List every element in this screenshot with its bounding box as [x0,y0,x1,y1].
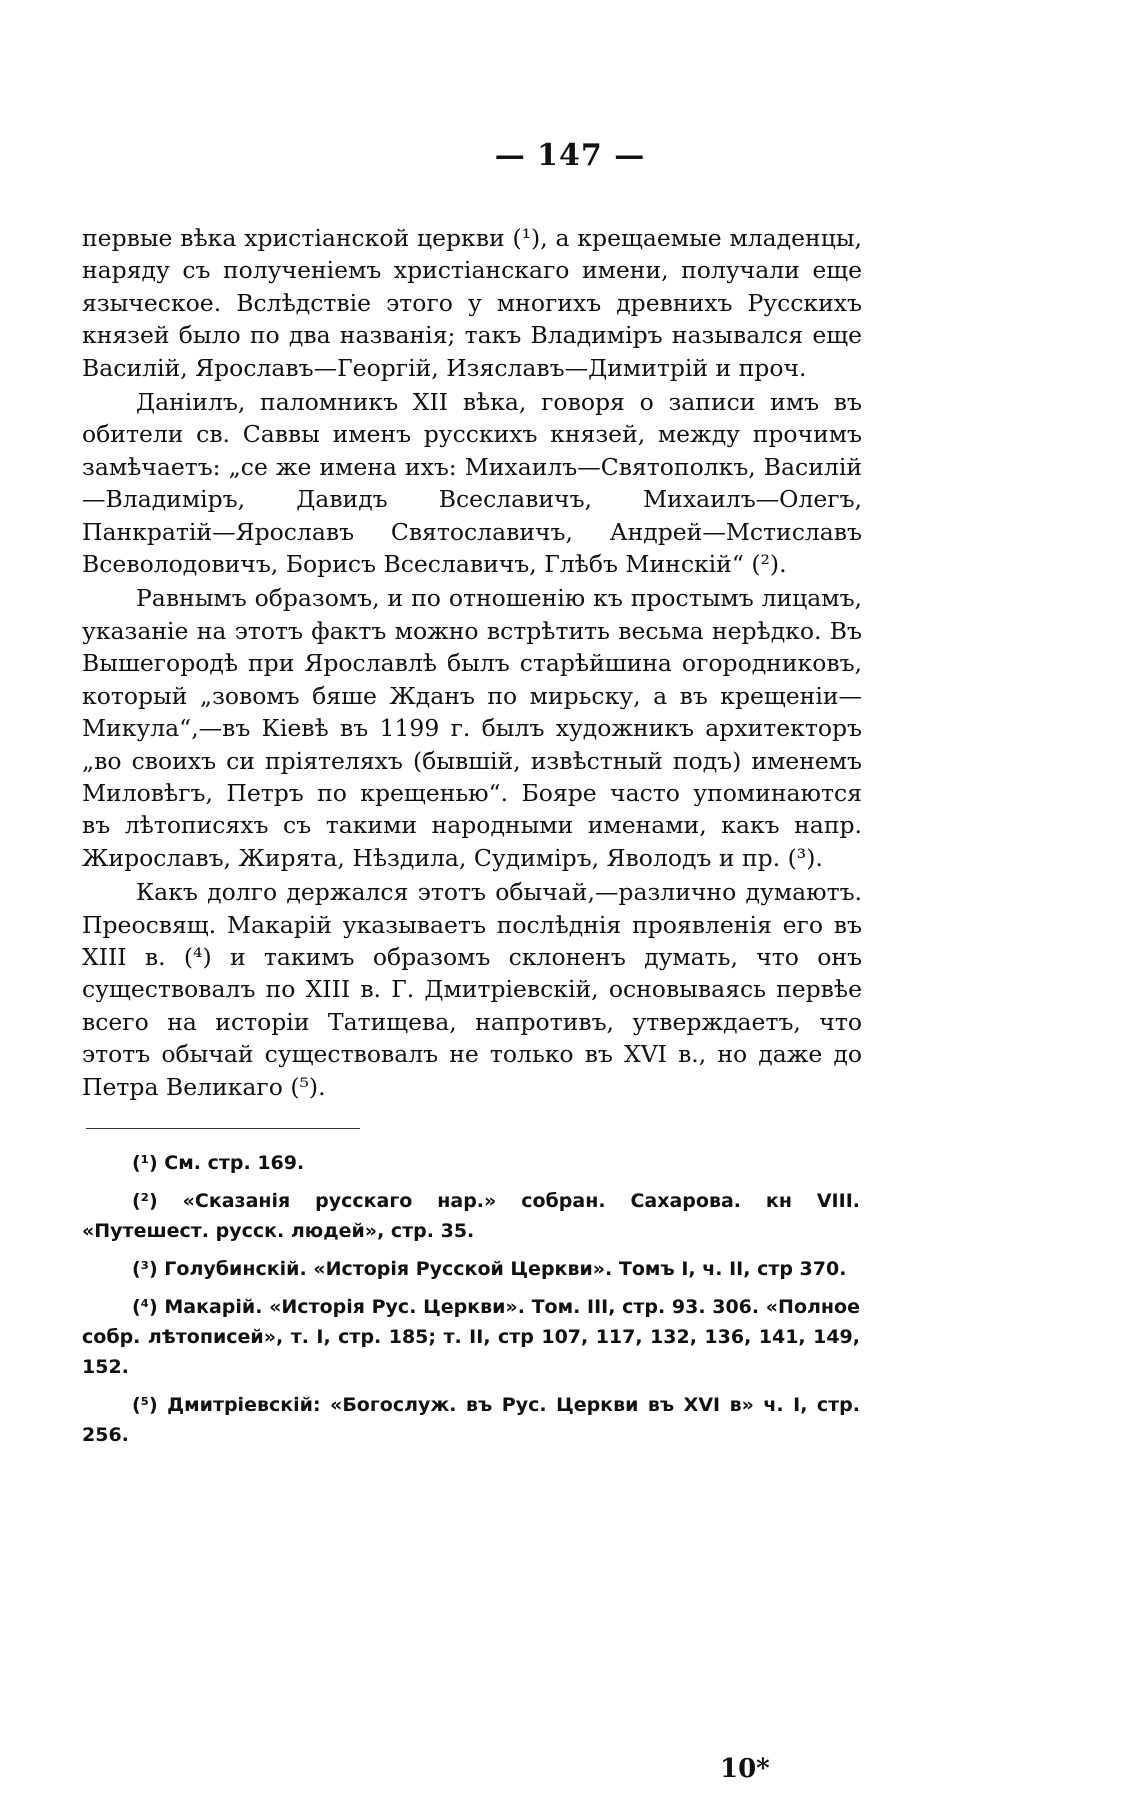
paragraph-1: первые вѣка христіанской церкви (¹), а крещаемые младенцы, наряду съ полученіемъ христіанскаго имени, получали еще языческое. Вслѣдствіе этого у многихъ древнихъ Русскихъ князей было по два названія; такъ Владиміръ назывался еще Василій, Ярославъ—Георгій, Изяславъ—Димитрій и проч. [82,224,862,382]
page-number: — 147 — [494,138,646,173]
footnote-2: (²) «Сказанія русскаго нар.» собран. Сахарова. кн VIII. «Путешест. русск. людей», стр. 35. [82,1190,860,1242]
footnote-3: (³) Голубинскій. «Исторія Русской Церкви». Томъ I, ч. II, стр 370. [132,1258,847,1280]
footnote-4: (⁴) Макарій. «Исторія Рус. Церкви». Том. III, стр. 93. 306. «Полное собр. лѣтописей», т. I, стр. 185; т. II, стр 107, 117, 132, 136, 141, 149, 152. [82,1296,860,1378]
footnote-1: (¹) См. стр. 169. [132,1152,305,1174]
footnote-divider [86,1128,360,1129]
main-text [82,222,862,1103]
paragraph-3: Равнымъ образомъ, и по отношенію къ простымъ лицамъ, указаніе на этотъ фактъ можно встрѣтить весьма нерѣдко. Въ Вышегородѣ при Ярославлѣ былъ старѣйшина огородниковъ, который „зовомъ бяше Жданъ по мирьску, а въ крещеніи—Микула“,—въ Кіевѣ въ 1199 г. былъ художникъ архитекторъ „во своихъ си пріятеляхъ (бывшій, извѣстный подъ) именемъ Миловѣгъ, Петръ по крещенью“. Бояре часто упоминаются въ лѣтописяхъ съ такими народными именами, какъ напр. Жирославъ, Жирята, Нѣздила, Судиміръ, Яволодъ и пр. (³). [82,584,862,872]
footnote-5: (⁵) Дмитріевскій: «Богослуж. въ Рус. Церкви въ XVI в» ч. I, стр. 256. [82,1394,860,1446]
paragraph-2: Даніилъ, паломникъ XII вѣка, говоря о записи имъ въ обители св. Саввы именъ русскихъ князей, между прочимъ замѣчаетъ: „се же имена ихъ: Михаилъ—Святополкъ, Василій—Владиміръ, Давидъ Всеславичъ, Михаилъ—Олегъ, Панкратій—Ярославъ Святославичъ, Андрей—Мстиславъ Всеволодовичъ, Борисъ Всеславичъ, Глѣбъ Минскій“ (²). [82,388,862,579]
footnotes [82,1148,860,1458]
signature-mark: 10* [720,1754,770,1784]
paragraph-4: Какъ долго держался этотъ обычай,—различно думаютъ. Преосвящ. Макарій указываетъ послѣднія проявленія его въ XIII в. (⁴) и такимъ образомъ склоненъ думать, что онъ существовалъ по XIII в. Г. Дмитріевскій, основываясь первѣе всего на исторіи Татищева, напротивъ, утверждаетъ, что этотъ обычай существовалъ не только въ XVI в., но даже до Петра Великаго (⁵). [82,878,862,1101]
